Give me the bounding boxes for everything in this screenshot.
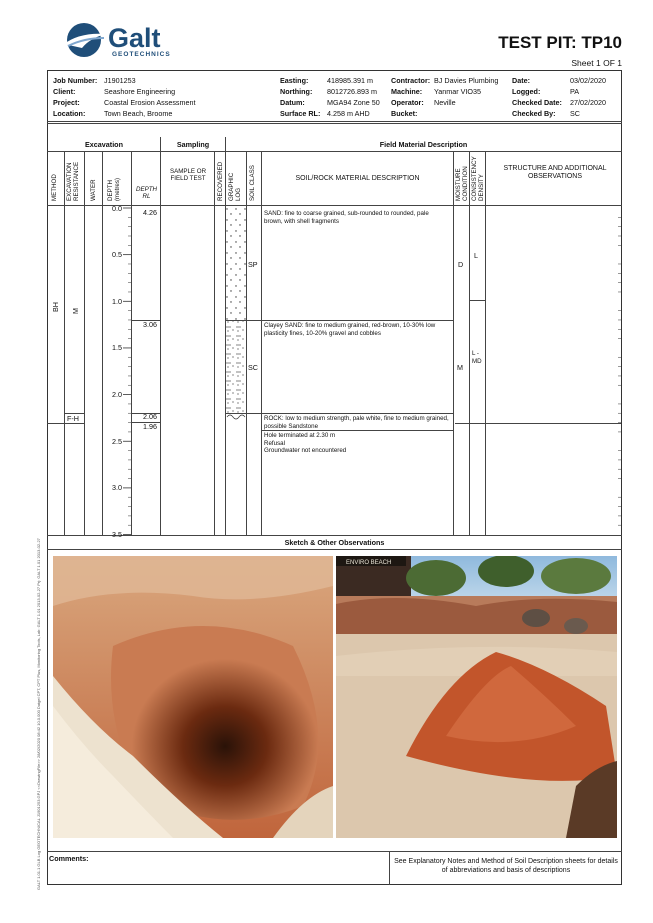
checked-date-value: 27/02/2020 [570,98,606,107]
soil-class-1: SP [248,260,258,269]
client-value: Seashore Engineering [104,87,176,96]
sheet-total: 1 [617,58,622,68]
col-moisture: MOISTURE CONDITION [455,166,469,201]
col-depth: DEPTH (metres) [107,177,121,201]
depth-label: 1.5 [112,343,122,353]
termination-2: Refusal [264,439,285,447]
rl-value-2: 3.06 [143,320,157,329]
log-bottom-line [47,535,622,536]
date-value: 03/02/2020 [570,76,606,85]
soil-class-2: SC [248,363,258,372]
datum-value: MGA94 Zone 50 [327,98,380,107]
rl-value-1: 4.26 [143,208,157,217]
section-field: Field Material Description [379,140,468,149]
job-number-value: J1901253 [104,76,136,85]
column-header-bottom-line [47,205,622,206]
photo-sign: ENVIRO BEACH [346,560,392,566]
logged-label: Logged: [512,87,541,96]
northing-value: 8012726.893 m [327,87,377,96]
depth-label: 2.0 [112,390,122,400]
section-excavation: Excavation [85,140,123,149]
side-footer-text: GALT 1.01.1 GLB Log GEOTECHNICAL J1901253.GPJ <<DrawingFile>> 28/02/2020 08:42 10.0.000 Datgel CPT, CPT Plus, Monitoring Tools, Lab: GALT 1.01 2013-02-27 Prj: GALT 1.01 2013-02-27 [36,538,41,890]
page-title: TEST PIT: TP10 [498,33,622,52]
job-number-label: Job Number: [53,76,98,85]
layer-desc-2: Clayey SAND: fine to medium grained, red-brown, 10-30% low plasticity fines, 10-20% gravel and cobbles [264,322,436,337]
depth-label: 3.5 [112,530,122,540]
depth-label: 2.5 [112,436,122,446]
sheet-label: Sheet [571,58,594,68]
col-recovered: RECOVERED [217,161,224,201]
col-method: METHOD [51,174,58,201]
consistency-1: L [474,251,478,260]
date-label: Date: [512,76,530,85]
resistance-value: M [71,308,80,314]
header-divider [47,121,622,122]
col-consistency: CONSISTENCY DENSITY [471,156,485,201]
comments-label: Comments: [49,854,89,863]
col-resistance: EXCAVATION RESISTANCE [66,161,80,201]
section-sampling: Sampling [176,140,210,149]
checked-by-label: Checked By: [512,109,556,118]
easting-value: 418985.391 m [327,76,373,85]
rl-value-4: 1.96 [143,422,157,431]
layer-desc-1: SAND: fine to coarse grained, sub-rounded to rounded, pale brown, with shell fragments [264,210,429,225]
project-value: Coastal Erosion Assessment [104,98,196,107]
sheet-num: 1 [595,58,601,68]
project-label: Project: [53,98,80,107]
moisture-1: D [458,260,464,269]
sheet-of: OF [603,58,615,68]
operator-label: Operator: [391,98,424,107]
checked-date-label: Checked Date: [512,98,562,107]
graphic-log [225,206,246,421]
easting-label: Easting: [280,76,309,85]
depth-label: 3.0 [112,483,122,493]
layer-desc-3: ROCK: low to medium strength, pale white, fine to medium grained, possible Sandstone [264,415,449,430]
rl-value-3: 2.06 [143,412,157,421]
northing-label: Northing: [280,87,313,96]
col-structure: STRUCTURE AND ADDITIONAL OBSERVATIONS [503,165,607,180]
header-divider-2 [47,123,622,124]
contractor-value: BJ Davies Plumbing [434,76,499,85]
termination-3: Groundwater not encountered [264,447,347,454]
method-value: BH [51,302,60,312]
client-label: Client: [53,87,76,96]
location-label: Location: [53,109,86,118]
logo-subtitle: GEOTECHNICS [112,51,171,58]
depth-label: 0.5 [112,250,122,260]
consistency-2: L - MD [472,350,482,365]
checked-by-value: SC [570,109,580,118]
col-graphic: GRAPHIC LOG [228,172,242,201]
logo-name: Galt [108,23,161,53]
sheet-number [571,59,622,68]
moisture-2: M [457,363,463,372]
footer-note: See Explanatory Notes and Method of Soil Description sheets for details of abbreviations and basis of descriptions [394,858,618,874]
operator-value: Neville [434,98,456,107]
contractor-label: Contractor: [391,76,431,85]
location-value: Town Beach, Broome [104,109,173,118]
bucket-label: Bucket: [391,109,418,118]
depth-label: 0.0 [112,203,122,213]
termination-1: Hole terminated at 2.30 m [264,432,336,439]
col-depth-rl: DEPTH RL [136,186,157,200]
logged-value: PA [570,87,580,96]
globe-bird-icon [60,18,108,62]
comments-top-line [47,851,622,852]
company-logo [60,18,190,63]
col-material: SOIL/ROCK MATERIAL DESCRIPTION [295,175,420,182]
col-sample: SAMPLE OR FIELD TEST [169,168,207,182]
test-pit-photo-2 [336,556,617,838]
depth-label: 1.0 [112,296,122,306]
machine-value: Yanmar VIO35 [434,87,482,96]
sketch-title-line [47,549,622,550]
sketch-title: Sketch & Other Observations [284,538,385,547]
datum-label: Datum: [280,98,305,107]
machine-label: Machine: [391,87,423,96]
surface-rl-value: 4.258 m AHD [327,109,370,118]
surface-rl-label: Surface RL: [280,109,321,118]
test-pit-photo-1 [53,556,333,838]
resistance-end-value: F-H [67,414,79,423]
col-water: WATER [90,179,97,201]
col-soil-class: SOIL CLASS [249,165,256,201]
section-bottom-line [47,151,622,152]
